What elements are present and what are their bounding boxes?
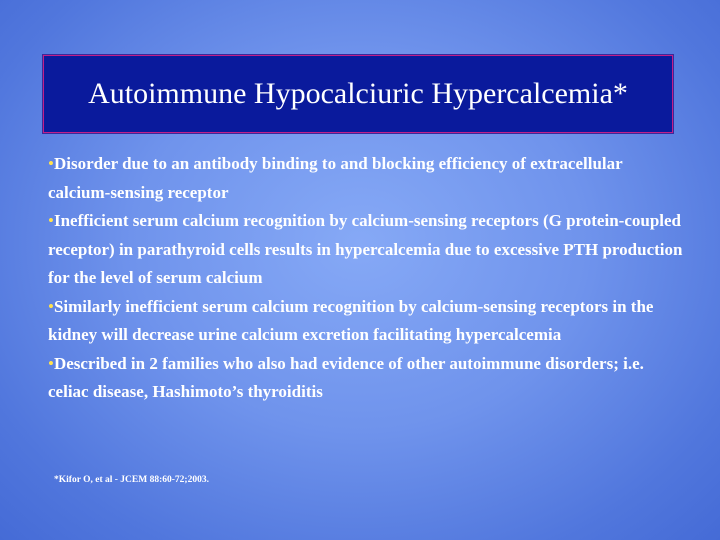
bullet-item-1 — [48, 150, 688, 207]
bullet-icon: • — [48, 211, 54, 230]
footnote-citation: *Kifor O, et al - JCEM 88:60-72;2003. — [54, 475, 209, 485]
bullet-text: Inefficient serum calcium recognition by calcium-sensing receptors (G protein-coupled receptor) in parathyroid cells results in hypercalcemia due to excessive PTH production for the level of serum calcium — [48, 211, 683, 287]
bullet-item-4 — [48, 350, 688, 407]
bullet-list — [48, 150, 688, 407]
bullet-item-3 — [48, 293, 688, 350]
bullet-text: Similarly inefficient serum calcium recognition by calcium-sensing receptors in the kidney will decrease urine calcium excretion facilitating hypercalcemia — [48, 296, 654, 344]
bullet-text: Disorder due to an antibody binding to and blocking efficiency of extracellular calcium-sensing receptor — [48, 154, 623, 202]
bullet-icon: • — [48, 353, 54, 373]
bullet-text: Described in 2 families who also had evidence of other autoimmune disorders; i.e. celiac disease, Hashimoto’s thyroiditis — [48, 353, 644, 401]
bullet-item-2 — [48, 207, 688, 293]
bullet-icon: • — [48, 154, 54, 173]
slide-title: Autoimmune Hypocalciuric Hypercalcemia* — [88, 77, 628, 110]
title-box — [43, 55, 673, 133]
bullet-icon: • — [48, 296, 54, 316]
